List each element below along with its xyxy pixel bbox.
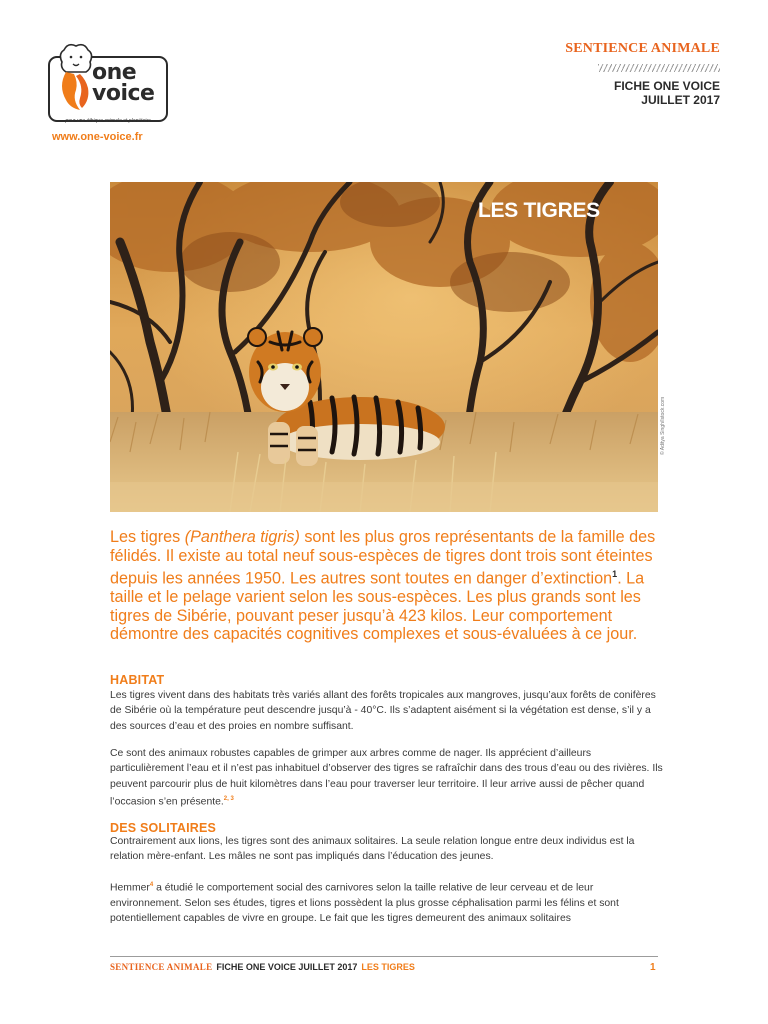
section-heading-habitat: HABITAT [110,673,165,687]
habitat-paragraph-1: Les tigres vivent dans des habitats très variés allant des forêts tropicales aux mangroves, jusqu’aux forêts de conifères de Sibérie où la température peut descendre jusqu’à - 40°C. Ils s’adaptent aisément si la végétation est dense, s’il y a des sources d’eau et des proies en nombre suffisant. [110,690,656,732]
header-sheet-info: FICHE ONE VOICE JUILLET 2017 [613,79,720,107]
logo-wordmark: one voice [92,60,155,106]
solitaires-paragraph-1: Contrairement aux lions, les tigres sont des animaux solitaires. La seule relation longue entre deux individus est la relation mère-enfant. Les mâles ne sont pas impliqués dans l’éducation des jeunes. [110,836,635,863]
page-title: LES TIGRES [478,199,600,222]
solitaires-paragraph-2: Hemmer$^4$ a étudié le comportement social des carnivores selon la taille relative de leur cerveau et de leur environnement. Selon ses études, tigres et lions possèdent la plus grosse céphalisation parmi les félins et sont potentiellement capables de vivre en groupe. Le fait que les tigres demeurent des animaux solitaires [110,882,619,925]
footnote-ref[interactable]: 4 [149,882,154,888]
footnote-ref[interactable]: 2, 3 [223,796,234,803]
footer-category: SENTIENCE ANIMALE [110,962,213,972]
page-number: 1 [650,962,656,973]
logo-tagline: pour une éthique animale et planétaire [65,118,151,124]
header-category: SENTIENCE ANIMALE [565,41,720,56]
intro-paragraph: Les tigres (Panthera tigris) sont les plus gros représentants de la famille des félidés. Il existe au total neuf sous-espèces de tigres dont trois sont éteintes depuis les années 1950. Les autres sont toutes en danger d’extinction$^1$. La taille et le pelage varient selon les sous-espèces. Les plus grands sont les tigres de Sibérie, pouvant peser jusqu’à 423 kilos. Leur comportement démontre des capacités cognitives complexes et sous-évaluées à ce jour. [110,528,656,644]
footer-title: LES TIGRES [361,962,415,972]
footer [110,962,415,972]
footer-divider [110,956,658,957]
hero-tiger-photo [110,182,658,512]
header-hatch-divider [598,64,720,72]
website-link[interactable]: www.one-voice.fr [52,131,143,143]
footer-sheet: FICHE ONE VOICE JUILLET 2017 [216,962,358,972]
habitat-paragraph-2: Ce sont des animaux robustes capables de grimper aux arbres comme de nager. Ils apprécient d’ailleurs particulièrement l’eau et il n’est pas inhabituel d’observer des tigres se rafraîchir dans des trous d’eau ou des rivières. Ils peuvent parcourir plus de huit kilomètres dans l’eau pour traverser leur territoire. Il leur arrive aussi de pêcher quand l’occasion s’en présente.$^{2, 3}$ [110,748,663,808]
section-heading-solitaires: DES SOLITAIRES [110,821,217,835]
photo-credit: © Aditya Singh/Istock.com [660,396,666,455]
footnote-ref[interactable]: 1 [612,569,618,580]
